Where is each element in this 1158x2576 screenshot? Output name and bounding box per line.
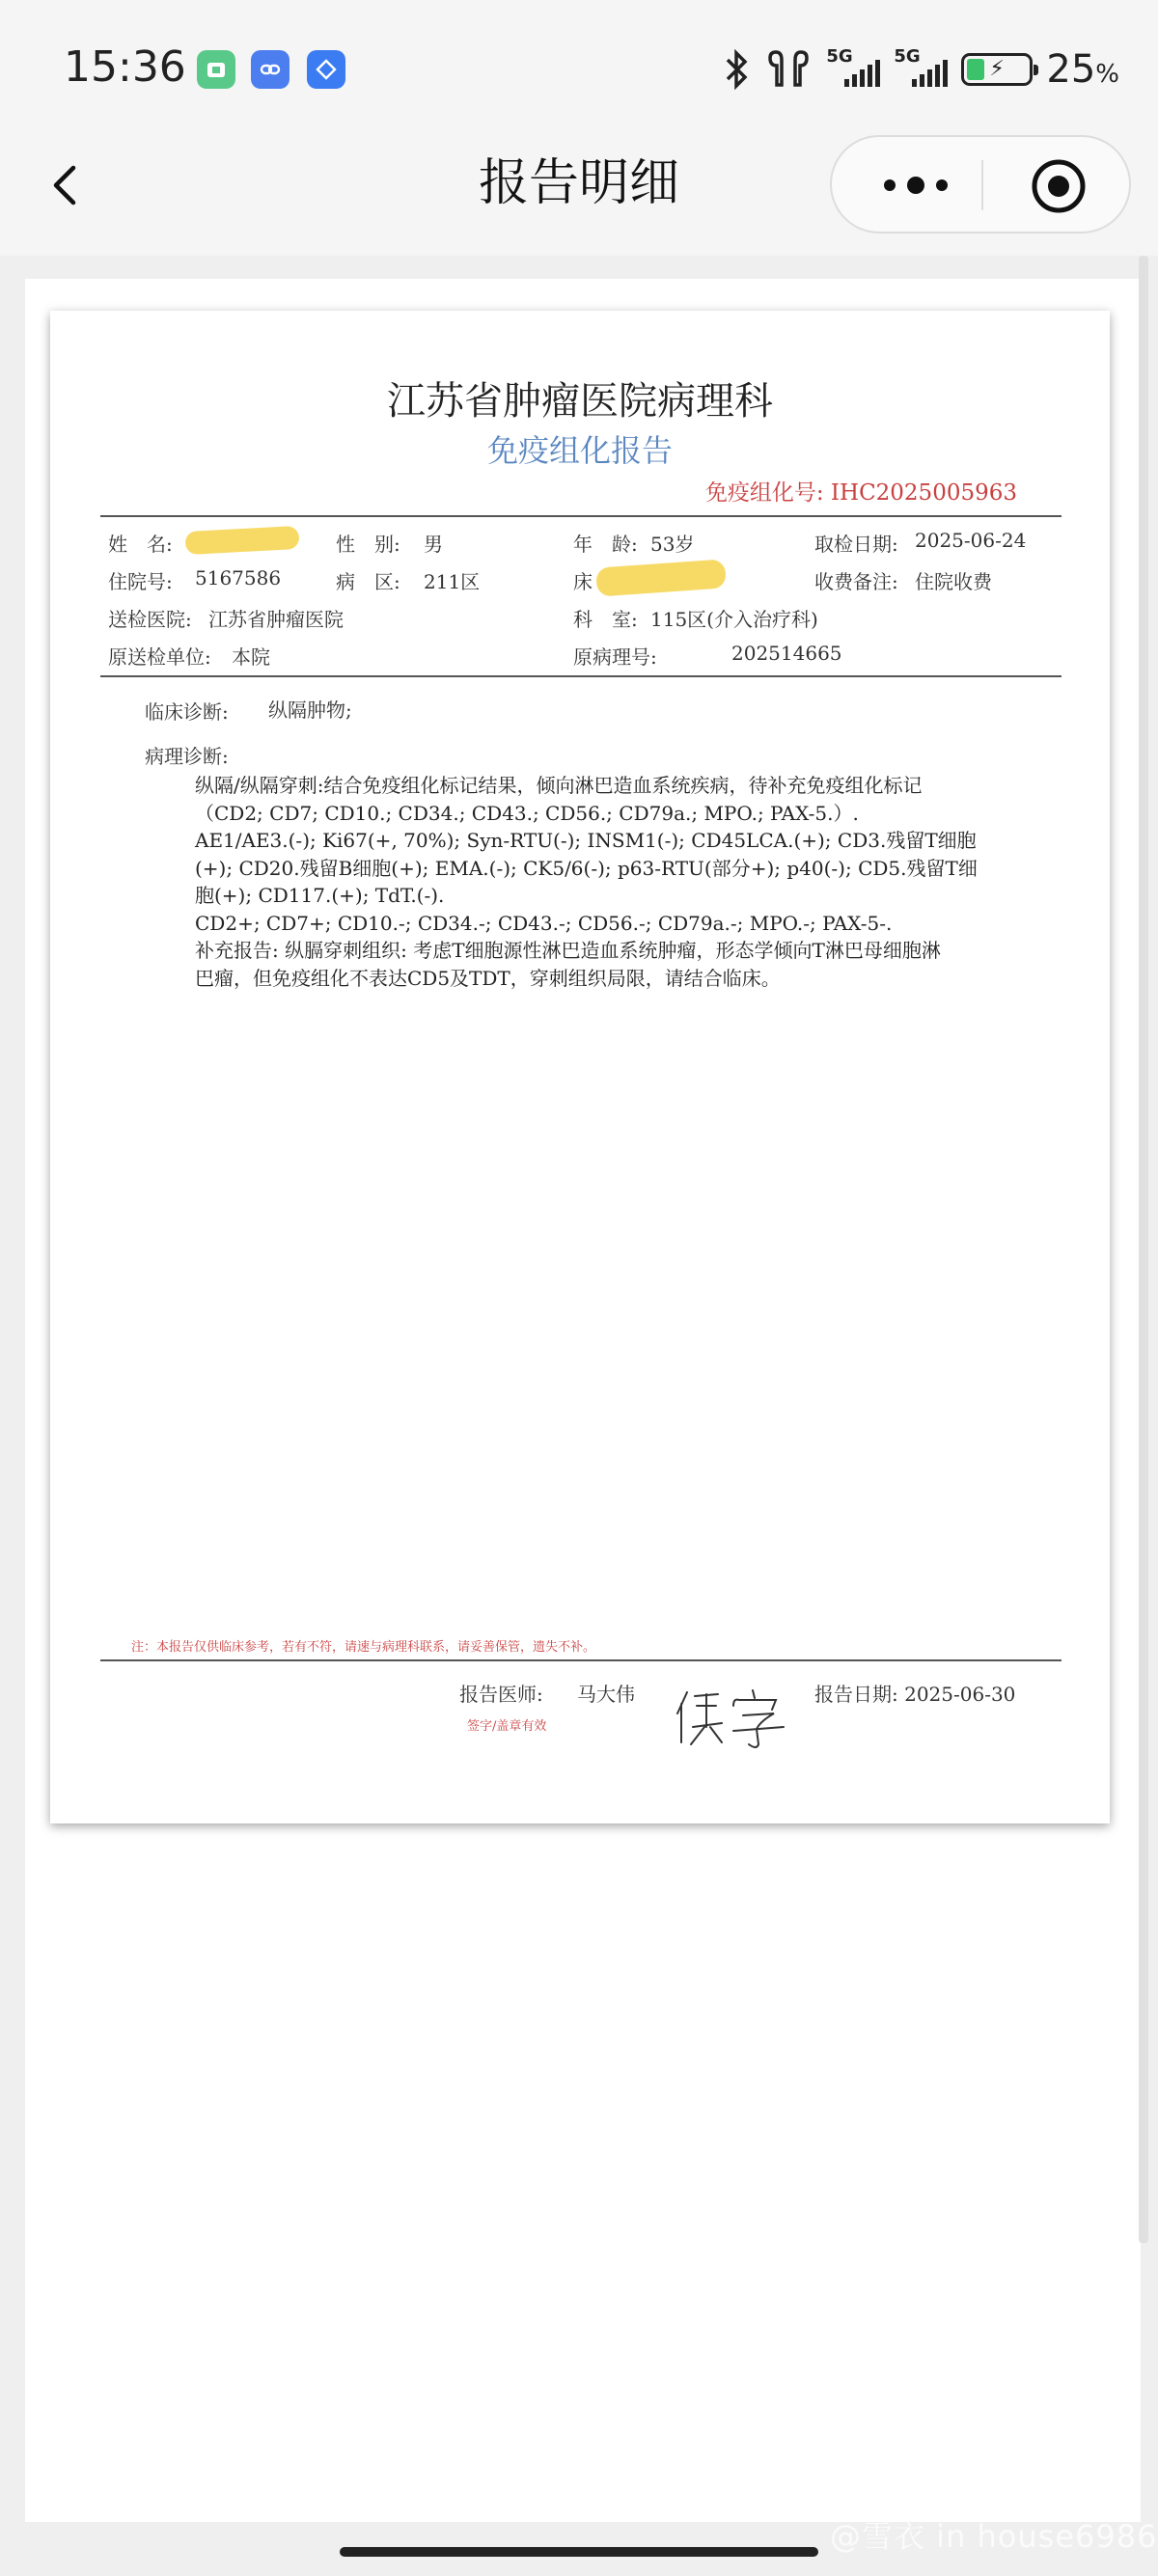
original-pathology-label: 原病理号: xyxy=(573,645,657,669)
close-button[interactable] xyxy=(1029,156,1089,216)
sample-date-value: 2025-06-24 xyxy=(915,529,1027,552)
diagnosis-line: （CD2; CD7; CD10.; CD34.; CD43.; CD56.; CD79a.; MPO.; PAX-5.）. xyxy=(195,801,859,825)
nav-header xyxy=(0,135,1158,256)
inpatient-label: 住院号: xyxy=(108,570,173,593)
home-indicator[interactable] xyxy=(340,2547,818,2557)
watermark: @雪衣 in house6986 xyxy=(830,2518,1158,2555)
pathology-report-document xyxy=(50,311,1110,1823)
signal-icon xyxy=(894,46,948,89)
network-label: 5G xyxy=(894,46,921,67)
diagnosis-line: 纵隔/纵隔穿刺:结合免疫组化标记结果，倾向淋巴造血系统疾病，待补充免疫组化标记 xyxy=(195,774,923,797)
gender-label: 性 别: xyxy=(336,533,400,556)
scrollbar[interactable] xyxy=(1139,256,1148,2243)
diagnosis-line: 胞(+); CD117.(+); TdT.(-). xyxy=(195,884,445,907)
billing-label: 收费备注: xyxy=(814,570,898,593)
bluetooth-icon xyxy=(722,48,751,91)
clinical-diagnosis-value: 纵隔肿物; xyxy=(268,699,352,722)
diagnosis-line: 巴瘤，但免疫组化不表达CD5及TDT，穿刺组织局限，请结合临床。 xyxy=(195,966,781,990)
original-pathology-value: 202514665 xyxy=(731,642,842,665)
status-right-group xyxy=(722,46,1119,93)
footer-note: 注：本报告仅供临床参考，若有不符，请速与病理科联系，请妥善保管，遗失不补。 xyxy=(131,1640,596,1655)
pathology-diagnosis-label: 病理诊断: xyxy=(145,745,229,768)
age-label: 年 龄: xyxy=(573,533,638,556)
battery-icon: ⚡ xyxy=(961,53,1033,86)
ai-nav-icon xyxy=(307,50,345,89)
age-value: 53岁 xyxy=(650,533,695,556)
report-title: 免疫组化报告 xyxy=(486,432,673,469)
sending-hospital-label: 送检医院: xyxy=(108,608,192,631)
diagnosis-line: (+); CD20.残留B细胞(+); EMA.(-); CK5/6(-); p63-RTU(部分+); p40(-); CD5.残留T细 xyxy=(195,856,978,880)
department-value: 115区(介入治疗科) xyxy=(650,608,818,631)
capsule-divider xyxy=(981,160,983,210)
clinical-diagnosis-label: 临床诊断: xyxy=(145,700,229,724)
signal-icon xyxy=(826,46,880,89)
original-unit-value: 本院 xyxy=(232,645,270,669)
sending-hospital-value: 江苏省肿瘤医院 xyxy=(208,608,344,631)
divider xyxy=(100,675,1062,677)
report-date: 报告日期: 2025-06-30 xyxy=(814,1683,1016,1706)
link-icon xyxy=(251,50,290,89)
diagnosis-line: CD2+; CD7+; CD10.-; CD34.-; CD43.-; CD56.-; CD79a.-; MPO.-; PAX-5-. xyxy=(195,911,893,935)
divider xyxy=(100,1659,1062,1661)
doctor-label: 报告医师: xyxy=(459,1683,543,1706)
page-title: 报告明细 xyxy=(478,154,679,212)
ihc-number: 免疫组化号: IHC2025005963 xyxy=(704,480,1017,506)
ward-value: 211区 xyxy=(424,570,481,593)
handwritten-signature xyxy=(668,1685,793,1752)
redaction-mark xyxy=(184,526,299,555)
earbuds-icon xyxy=(764,48,813,91)
status-bar xyxy=(0,0,1158,135)
original-unit-label: 原送检单位: xyxy=(108,645,211,669)
close-target-icon xyxy=(1029,156,1089,216)
bed-label: 床 xyxy=(573,570,593,593)
divider xyxy=(100,515,1062,517)
doctor-name: 马大伟 xyxy=(577,1683,635,1706)
sample-date-label: 取检日期: xyxy=(814,533,898,556)
ward-label: 病 区: xyxy=(336,570,400,593)
more-button[interactable] xyxy=(872,164,959,206)
more-dots-icon xyxy=(872,164,959,206)
gender-value: 男 xyxy=(424,533,443,556)
billing-value: 住院收费 xyxy=(915,570,992,593)
mini-program-capsule xyxy=(830,135,1131,233)
pathology-diagnosis-text xyxy=(195,772,1092,992)
redaction-mark xyxy=(595,559,727,596)
diagnosis-line: 补充报告: 纵膈穿刺组织: 考虑T细胞源性淋巴造血系统肿瘤，形态学倾向T淋巴母细胞淋 xyxy=(195,939,941,962)
diagnosis-line: AE1/AE3.(-); Ki67(+, 70%); Syn-RTU(-); INSM1(-); CD45LCA.(+); CD3.残留T细胞 xyxy=(195,829,977,852)
hospital-title: 江苏省肿瘤医院病理科 xyxy=(387,379,773,424)
stamp-note: 签字/盖章有效 xyxy=(467,1719,547,1734)
department-label: 科 室: xyxy=(573,608,638,631)
inpatient-value: 5167586 xyxy=(195,566,282,589)
battery-percent: 25% xyxy=(1046,47,1119,92)
name-label: 姓 名: xyxy=(108,533,173,556)
network-label: 5G xyxy=(826,46,853,67)
status-time: 15:36 xyxy=(64,42,186,92)
mi-home-icon xyxy=(197,50,235,89)
